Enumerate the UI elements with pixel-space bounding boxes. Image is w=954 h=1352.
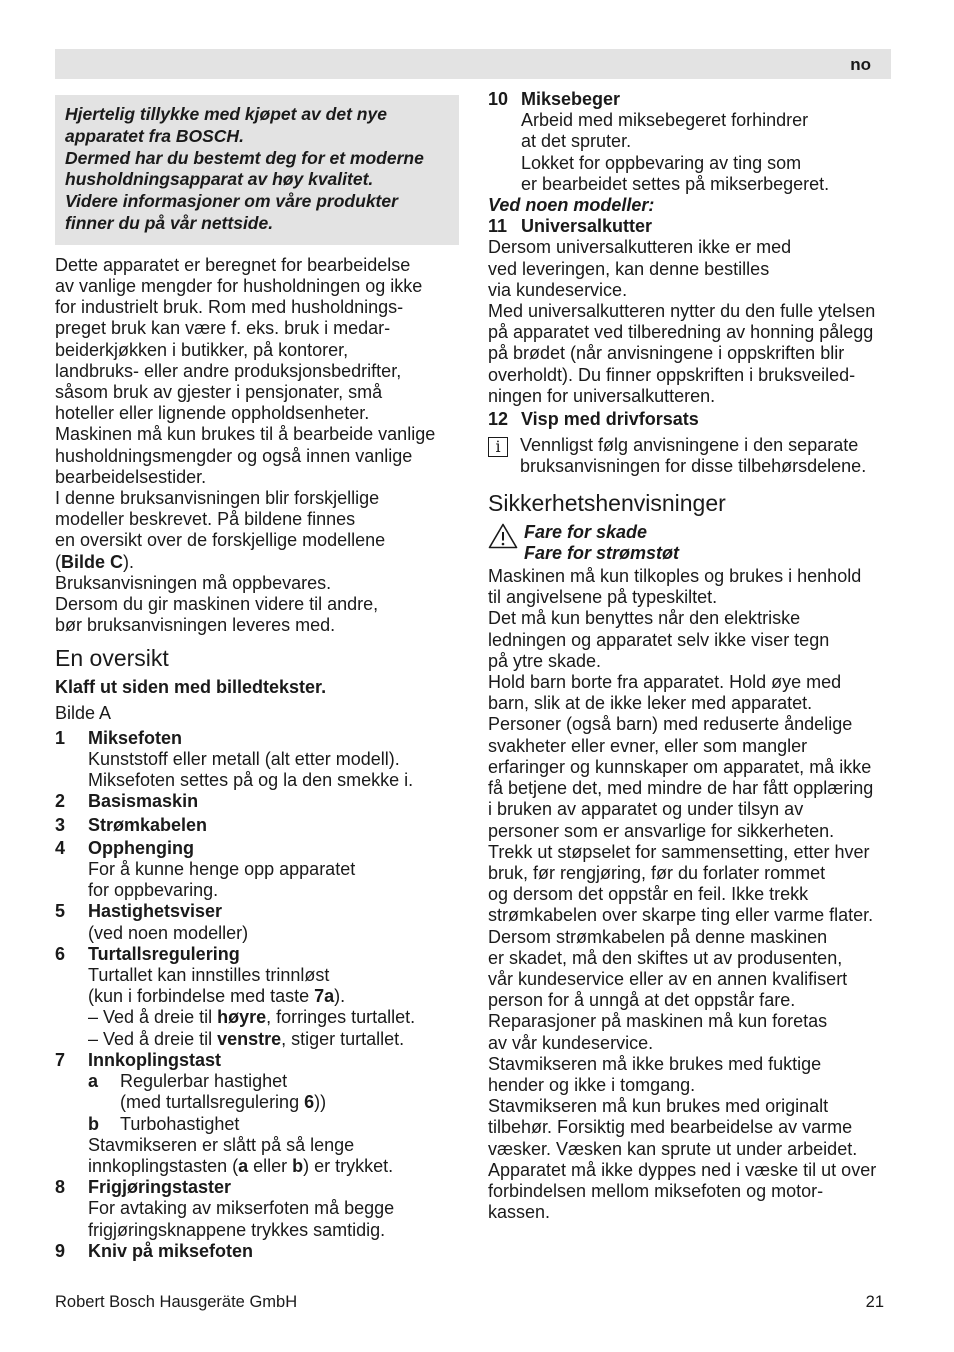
item-desc: Stavmikseren er slått på så lenge [88, 1134, 355, 1155]
item-desc: For å kunne henge opp apparatet [88, 859, 356, 880]
item-number: 10 [488, 89, 509, 109]
item-desc: Miksefoten settes på og la den smekke i. [88, 770, 414, 791]
text-line: til angivelsene på typeskiltet. [488, 587, 718, 608]
list-item [55, 791, 459, 812]
warning-row [488, 522, 892, 564]
item-title: Turtallsregulering [88, 943, 240, 964]
text-line: Bruksanvisningen må oppbevares. [55, 572, 332, 593]
info-icon: i [488, 437, 508, 457]
key-ref: a [238, 1155, 249, 1176]
list-item [488, 409, 892, 430]
text-run: , forringes turtallet. [266, 1007, 416, 1028]
key-ref: b [292, 1155, 304, 1176]
item-title: Strømkabelen [88, 814, 208, 835]
item-desc [55, 1156, 459, 1177]
figure-ref: Bilde C [61, 551, 124, 572]
item-title: Frigjøringstaster [88, 1177, 232, 1198]
text-line: Det må kun benyttes når den elektriske [488, 608, 801, 629]
text-line: erfaringer og kunnskaper om apparatet, må ikke [488, 756, 872, 777]
list-item [488, 216, 892, 237]
item-number: 12 [488, 409, 509, 430]
item-title: Opphenging [88, 837, 194, 858]
models-note: Ved noen modeller: [488, 195, 655, 216]
item-desc: Dersom universalkutteren ikke er med [488, 237, 792, 258]
text-line: I denne bruksanvisningen blir forskjellige [55, 488, 380, 509]
item-number: 7 [55, 1049, 66, 1070]
direction-ref: høyre [217, 1007, 267, 1028]
text-line: og dersom det oppstår en feil. Ikke trekk [488, 884, 809, 905]
text-line: personer som er ansvarlige for sikkerheten. [488, 820, 835, 841]
list-item [55, 1241, 459, 1262]
text-line: hender og ikke i tomgang. [488, 1074, 696, 1095]
text-run: – Ved å dreie til [88, 1007, 218, 1028]
text-line: av vanlige mengder for husholdningen og ikke [55, 275, 423, 296]
list-item [55, 728, 459, 749]
item-desc: på apparatet ved tilberedning av honning pålegg [488, 322, 874, 343]
text-line: bruk, før rengjøring, før du forlater rommet [488, 862, 826, 883]
item-number: 1 [55, 727, 66, 748]
item-title: Innkoplingstast [88, 1049, 222, 1070]
text-line: såsom bruk av gjester i pensjonater, små [55, 382, 383, 402]
item-number: 4 [55, 837, 66, 858]
item-desc: Lokket for oppbevaring av ting som [521, 152, 802, 173]
item-desc: via kundeservice. [488, 279, 628, 300]
text-line: Maskinen må kun brukes til å bearbeide vanlige [55, 424, 436, 445]
text-line: for industrielt bruk. Rom med husholdnings- [55, 297, 404, 318]
text-run: ). [334, 986, 346, 1007]
item-desc: (ved noen modeller) [88, 922, 249, 943]
text-line: av vår kundeservice. [488, 1032, 654, 1053]
text-line: bearbeidelsestider. [55, 466, 207, 487]
text-line: Apparatet må ikke dyppes ned i væske til ut over [488, 1159, 877, 1180]
text-line: tilbehør. Forsiktig med bearbeidelse av varme [488, 1117, 853, 1138]
sub-item [55, 1092, 459, 1113]
text-line [55, 552, 459, 573]
text-line: vår kundeservice eller av en annen kvalifisert [488, 968, 848, 989]
text-line: få betjene det, med mindre de har fått opplæring [488, 778, 874, 799]
info-line: bruksanvisningen for disse tilbehørsdelene. [520, 456, 867, 477]
text-line: Dette apparatet er beregnet for bearbeidelse [55, 254, 411, 275]
info-line: Vennligst følg anvisningene i den separate [520, 435, 859, 456]
item-title: Hastighetsviser [88, 901, 223, 922]
item-desc [55, 986, 459, 1007]
item-title: Miksefoten [88, 727, 183, 748]
sub-text [120, 1092, 326, 1113]
paren-close: ). [123, 551, 135, 572]
item-desc [55, 1029, 459, 1050]
text-line: person for å unngå at det oppstår fare. [488, 990, 796, 1011]
item-title: Kniv på miksefoten [88, 1240, 254, 1261]
text-run: (kun i forbindelse med taste [88, 986, 315, 1007]
text-line: Dersom strømkabelen på denne maskinen [488, 926, 828, 947]
key-ref: 7a [314, 986, 335, 1007]
section-title-overview: En oversikt [55, 645, 169, 672]
text-line: hoteller eller lignende oppholdsenheter. [55, 403, 370, 424]
header-bar [55, 49, 891, 79]
figure-label: Bilde A [55, 702, 112, 723]
item-number: 2 [55, 791, 66, 812]
text-run: (med turtallsregulering [120, 1092, 305, 1113]
list-item [55, 838, 459, 859]
text-line: modeller beskrevet. På bildene finnes [55, 509, 356, 530]
text-line: en oversikt over de forskjellige modellene [55, 530, 386, 551]
item-desc [55, 1007, 459, 1028]
item-desc: for oppbevaring. [88, 880, 219, 901]
footer-company: Robert Bosch Hausgeräte GmbH [55, 1293, 298, 1311]
text-line: Maskinen må kun tilkoples og brukes i henhold [488, 566, 862, 587]
section-title-safety: Sikkerhetshenvisninger [488, 489, 726, 516]
text-run: )) [314, 1092, 327, 1113]
text-line: strømkabelen over skarpe ting eller varme flater. [488, 905, 874, 926]
sub-text: Regulerbar hastighet [120, 1071, 288, 1092]
intro-line: apparatet fra BOSCH. [65, 125, 244, 146]
item-desc: frigjøringsknappene trykkes samtidig. [88, 1219, 386, 1240]
usage-paragraph [55, 255, 459, 637]
item-number: 11 [488, 216, 508, 237]
warning-triangle-icon [488, 523, 524, 554]
sub-letter: a [88, 1071, 99, 1092]
sub-text: Turbohastighet [120, 1113, 240, 1134]
item-number: 9 [55, 1240, 66, 1261]
item-desc: at det spruter. [521, 131, 632, 152]
text-run: innkoplingstasten ( [88, 1155, 239, 1176]
text-line: husholdningsmengder og også innen vanlige [55, 445, 413, 466]
safety-text [488, 566, 892, 1223]
item-desc: Kunststoff eller metall (alt etter modell). [88, 749, 400, 770]
fold-instruction: Klaff ut siden med billedtekster. [55, 677, 327, 698]
item-title: Miksebeger [521, 89, 621, 109]
key-ref: 6 [304, 1092, 315, 1113]
intro-line: husholdningsapparat av høy kvalitet. [65, 169, 374, 190]
text-line: Reparasjoner på maskinen må kun foretas [488, 1011, 828, 1032]
paren-open: ( [55, 551, 61, 572]
item-desc: ningen for universalkutteren. [488, 385, 716, 406]
text-line: væsker. Væsken kan sprute ut under arbeidet. [488, 1138, 858, 1159]
list-item [55, 901, 459, 922]
text-line: er skadet, må den skiftes ut av produsenten, [488, 947, 843, 968]
text-line: svakheter eller evner, eller som mangler [488, 735, 808, 756]
intro-box [55, 95, 459, 245]
item-desc: på brødet (når anvisningene i oppskriften blir [488, 343, 845, 364]
item-desc: Med universalkutteren nytter du den fulle ytelsen [488, 301, 876, 322]
warning-injury: Fare for skade [524, 521, 648, 542]
intro-line: Hjertelig tillykke med kjøpet av det nye [65, 104, 387, 124]
text-line: forbindelsen mellom miksefoten og motor- [488, 1180, 824, 1201]
text-line: Hold barn borte fra apparatet. Hold øye med [488, 672, 842, 693]
text-line: barn, slik at de ikke leker med apparatet. [488, 693, 813, 714]
item-desc: For avtaking av mikserfoten må begge [88, 1198, 395, 1219]
right-column [488, 89, 892, 1223]
warning-shock: Fare for strømstøt [524, 542, 680, 563]
language-code: no [850, 55, 871, 74]
page-number: 21 [865, 1293, 884, 1311]
text-run: eller [248, 1155, 293, 1176]
sub-letter: b [88, 1113, 99, 1134]
text-line: bør bruksanvisningen leveres med. [55, 615, 336, 636]
text-run: – Ved å dreie til [88, 1028, 218, 1049]
text-line: på ytre skade. [488, 650, 602, 671]
left-column [55, 89, 459, 1262]
list-item [55, 815, 459, 836]
item-desc: Arbeid med miksebegeret forhindrer [521, 110, 809, 131]
text-line: kassen. [488, 1202, 551, 1223]
list-item [488, 89, 892, 110]
text-line: Personer (også barn) med reduserte åndelige [488, 714, 853, 735]
text-run: ) er trykket. [303, 1155, 394, 1176]
item-desc: Turtallet kan innstilles trinnløst [88, 965, 330, 986]
item-title: Basismaskin [88, 791, 199, 812]
intro-line: Dermed har du bestemt deg for et moderne [65, 147, 424, 168]
text-line: Trekk ut støpselet for sammensetting, etter hver [488, 841, 870, 862]
item-desc: ved leveringen, kan denne bestilles [488, 258, 770, 279]
info-note [488, 435, 892, 477]
intro-line: finner du på vår nettside. [65, 212, 274, 233]
list-item [55, 1050, 459, 1071]
text-line: beiderkjøkken i butikker, på kontorer, [55, 339, 349, 360]
intro-line: Videre informasjoner om våre produkter [65, 191, 398, 212]
text-run: , stiger turtallet. [281, 1028, 405, 1049]
list-item [55, 1177, 459, 1198]
sub-item [55, 1114, 459, 1135]
text-line: ledningen og apparatet selv ikke viser tegn [488, 629, 830, 650]
text-line: Stavmikseren må ikke brukes med fuktige [488, 1053, 822, 1074]
direction-ref: venstre [217, 1028, 282, 1049]
item-number: 8 [55, 1177, 66, 1198]
item-number: 3 [55, 814, 66, 835]
text-line: preget bruk kan være f. eks. bruk i medar- [55, 318, 391, 339]
list-item [55, 944, 459, 965]
text-line: i bruken av apparatet og under tilsyn av [488, 799, 804, 820]
item-title: Universalkutter [521, 216, 653, 237]
item-number: 5 [55, 901, 66, 922]
item-desc: er bearbeidet settes på mikserbegeret. [521, 173, 830, 194]
text-line: Stavmikseren må kun brukes med originalt [488, 1096, 829, 1117]
text-line: landbruks- eller andre produksjonsbedrifter, [55, 360, 402, 381]
text-line: Dersom du gir maskinen videre til andre, [55, 594, 379, 615]
item-desc: overholdt). Du finner oppskriften i bruksveiled- [488, 364, 856, 385]
sub-item [55, 1071, 459, 1092]
item-number: 6 [55, 943, 66, 964]
item-title: Visp med drivforsats [521, 409, 699, 430]
